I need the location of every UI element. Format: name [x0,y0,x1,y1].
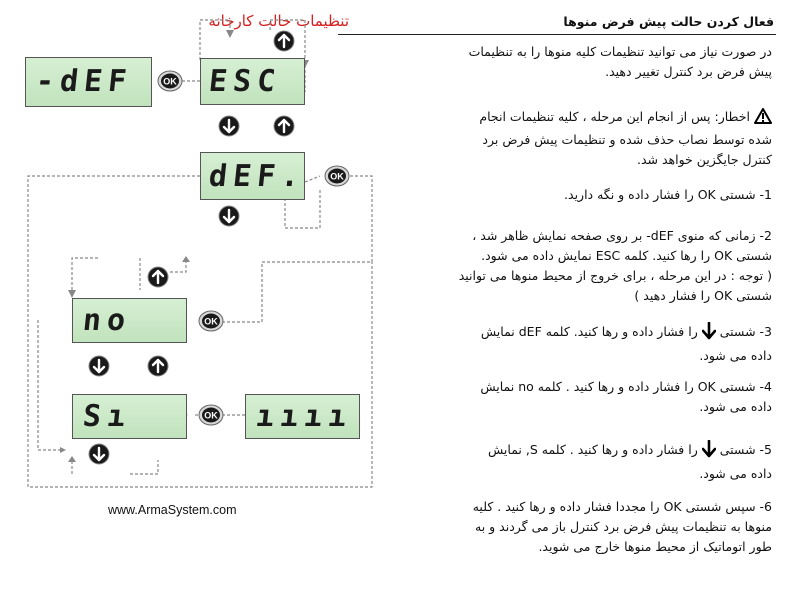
lcd-text: no [81,303,133,338]
svg-text:OK: OK [204,316,218,327]
svg-text:OK: OK [163,76,177,87]
step-line: 2- زمانی که منوی dEF- بر روی صفحه نمایش ظاهر شد ، [472,228,772,243]
arrowhead [60,447,66,453]
connector-line [200,20,230,60]
connector-line [130,460,158,474]
connector-line [222,262,372,322]
step-text: را فشار داده و رها کنید. کلمه dEF نمایش [480,324,698,339]
intro-line: در صورت نیاز می توانید تنظیمات کلیه منوها را به تنظیمات [468,44,772,59]
warning-paragraph [396,107,772,170]
arrow-up-button[interactable] [147,355,169,381]
lcd-esc [200,58,305,105]
ok-button[interactable] [157,70,183,96]
lcd-text: -dEF [34,64,135,99]
warning-line [396,107,772,130]
warning-line: شده توسط نصاب حذف شده و تنظیمات پیش فرض برد [482,132,772,147]
step-2 [396,226,772,306]
lcd-no [72,298,187,343]
lcd-def [200,152,308,200]
intro-line: پیش فرض برد کنترل تغییر دهید. [605,64,772,79]
arrow-down-button[interactable] [88,355,110,381]
warning-line: کنترل جایگزین خواهد شد. [636,152,772,167]
lcd-si [72,394,187,439]
step-line: 1- شستی OK را فشار داده و نگه دارید. [564,187,772,202]
lcd-text: Sı [81,399,133,434]
svg-text:OK: OK [330,171,344,182]
lcd-text: ESC [207,64,284,99]
page-title: تنظیمات حالت کارخانه [208,12,349,30]
step-1 [396,185,772,205]
step-text: را فشار داده و رها کنید . کلمه S, نمایش [487,442,698,457]
ok-button[interactable] [324,165,350,191]
connector-line [170,262,186,272]
arrowhead [182,256,190,262]
arrow-up-button[interactable] [273,30,295,56]
arrowhead [68,456,76,462]
step-line [396,440,772,464]
step-line: 4- شستی OK را فشار داده و رها کنید . کلمه no نمایش [480,379,772,394]
arrowhead [226,30,234,38]
step-line [396,322,772,346]
step-3 [396,322,772,366]
step-line: طور اتوماتیک از محیط منوها خارج می شوید. [538,539,772,554]
intro-paragraph [396,42,772,82]
connector-line [38,320,60,450]
step-5 [396,440,772,484]
arrow-up-button[interactable] [273,115,295,141]
warning-text: اخطار: پس از انجام این مرحله ، کلیه تنظیمات انجام [479,109,750,124]
lcd-text: ıııı [254,399,355,434]
step-line: داده می شود. [699,348,772,363]
connector-line [305,176,320,182]
website-url: www.ArmaSystem.com [108,503,237,517]
step-line: منوها به تنظیمات پیش فرض برد کنترل باز می گردند و به [475,519,772,534]
lcd-progress [245,394,360,439]
step-line: شستی OK را رها کنید. کلمه ESC نمایش داده می شود. [481,248,772,263]
arrowhead [68,290,76,298]
step-line: داده می شود. [699,399,772,414]
ok-button[interactable] [198,404,224,430]
arrow-down-button[interactable] [88,443,110,469]
arrow-up-button[interactable] [147,266,169,292]
lcd-text: dEF. [207,159,308,194]
step-line: شستی OK را فشار دهید ) [634,288,772,303]
svg-text:OK: OK [204,410,218,421]
step-line: 6- سپس شستی OK را مجددا فشار داده و رها کنید . کلیه [472,499,772,514]
arrow-down-button[interactable] [218,205,240,231]
page-subtitle: فعال کردن حالت پیش فرض منوها [563,14,774,29]
connector-line [350,176,372,262]
step-6 [396,497,772,557]
step-text: 5- شستی [719,442,772,457]
arrow-down-icon [702,440,716,464]
step-4 [396,377,772,417]
arrow-down-button[interactable] [218,115,240,141]
warning-icon [754,108,772,130]
header-divider [338,34,776,35]
connector-line [72,258,98,290]
lcd-def-menu [25,57,152,107]
ok-button[interactable] [198,310,224,336]
arrow-down-icon [702,322,716,346]
step-text: 3- شستی [719,324,772,339]
step-line: ( توجه : در این مرحله ، برای خروج از محیط منوها می توانید [458,268,772,283]
step-line: داده می شود. [699,466,772,481]
